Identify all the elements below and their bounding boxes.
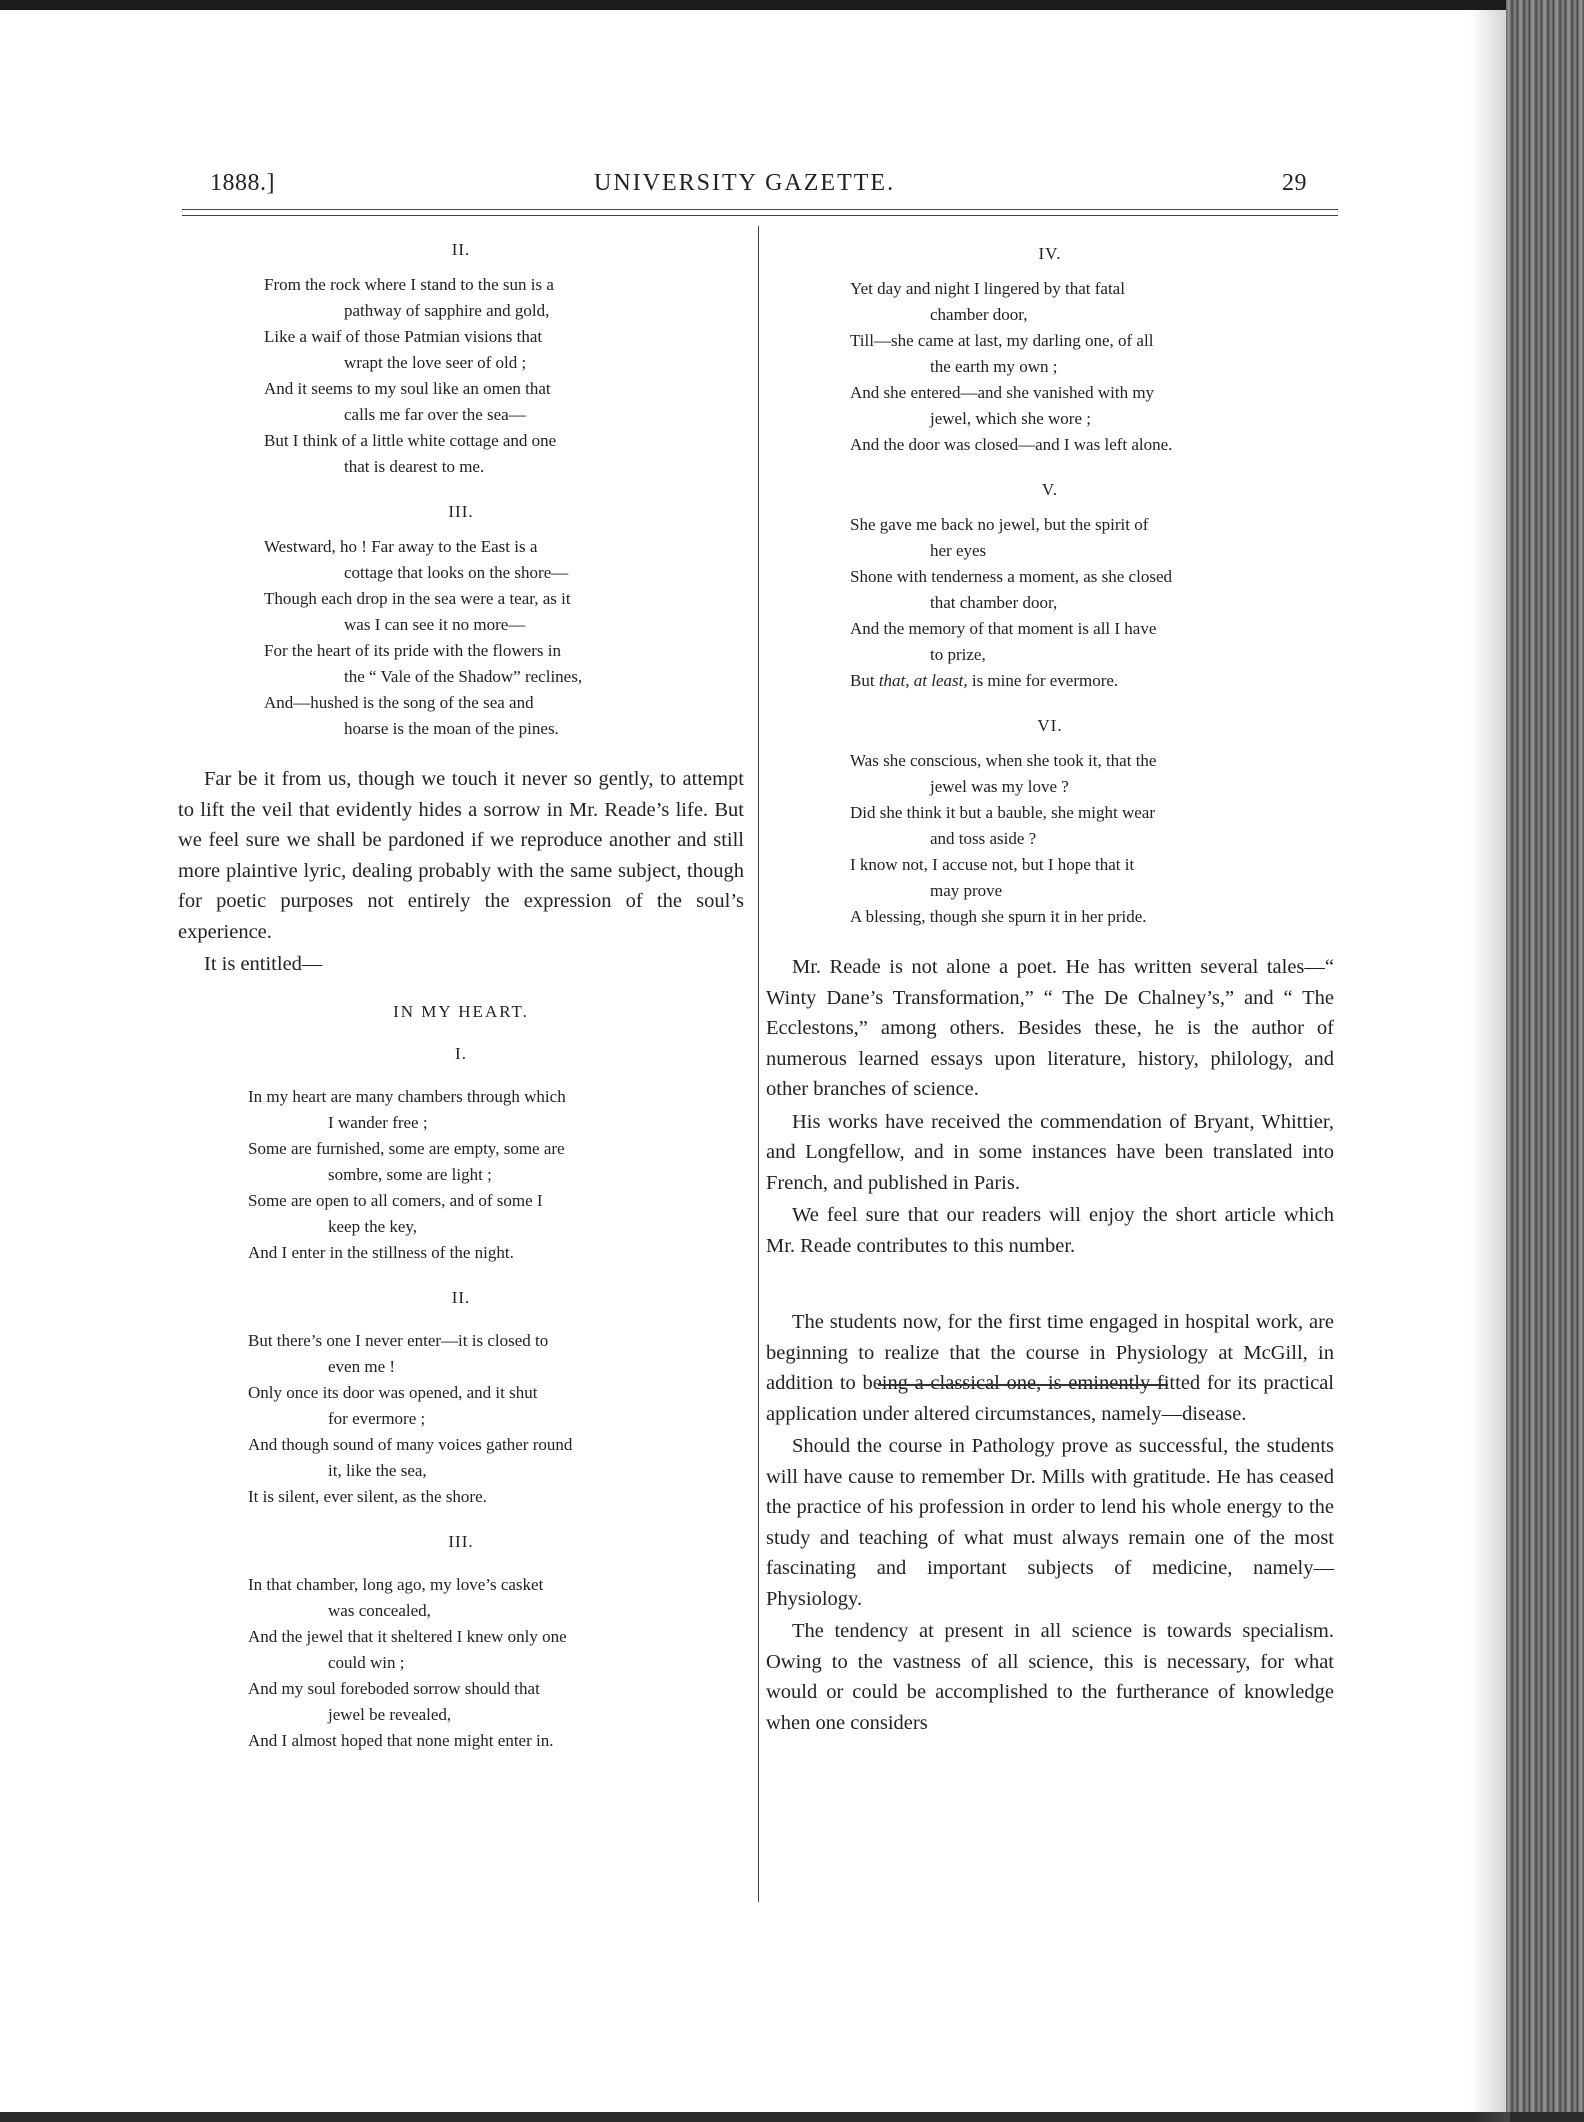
poem-line: Yet day and night I lingered by that fatal xyxy=(850,279,1125,298)
poem-line: Was she conscious, when she took it, that the xyxy=(850,751,1157,770)
poem-line: And I almost hoped that none might enter in. xyxy=(248,1730,554,1750)
stanza-number: I. xyxy=(455,1043,467,1063)
body-paragraph: It is entitled— xyxy=(204,953,323,975)
poem-line-continued: pathway of sapphire and gold, xyxy=(344,301,550,320)
poem-line: Till—she came at last, my darling one, of all xyxy=(850,331,1154,350)
poem-line-continued: jewel, which she wore ; xyxy=(930,409,1091,428)
poem-line: For the heart of its pride with the flowers in xyxy=(264,641,561,660)
poem-line-continued: the “ Vale of the Shadow” reclines, xyxy=(344,667,583,686)
left-column xyxy=(178,240,744,1776)
header-year: 1888.] xyxy=(210,170,275,196)
book-spine-edge xyxy=(1506,0,1584,2112)
poem-line-continued: it, like the sea, xyxy=(328,1460,427,1480)
poem-line: And the jewel that it sheltered I knew only one xyxy=(248,1626,567,1646)
section-gap xyxy=(766,1261,1334,1307)
stanza xyxy=(766,480,1334,694)
poem-line: And it seems to my soul like an omen that xyxy=(264,379,551,398)
stanza-number: IV. xyxy=(1038,244,1062,263)
line-text: But xyxy=(850,671,879,690)
section-separator xyxy=(878,1384,1168,1386)
stanza xyxy=(178,502,744,742)
poem-line-last xyxy=(850,668,1334,694)
poem-line-continued: chamber door, xyxy=(930,305,1028,324)
body-paragraph: We feel sure that our readers will enjoy the short article which Mr. Reade contributes to this number. xyxy=(766,1204,1334,1257)
poem-line-continued: jewel be revealed, xyxy=(328,1704,452,1724)
stanza xyxy=(178,1288,744,1510)
poem-line: And the memory of that moment is all I have xyxy=(850,619,1157,638)
poem-line: Like a waif of those Patmian visions that xyxy=(264,327,543,346)
column-divider xyxy=(758,226,759,1902)
poem-line: It is silent, ever silent, as the shore. xyxy=(248,1486,487,1506)
poem-line-continued: her eyes xyxy=(930,541,987,560)
poem-line: And the door was closed—and I was left alone. xyxy=(850,435,1173,454)
body-paragraph: The tendency at present in all science is towards specialism. Owing to the vastness of all science, this is necessary, for what would or could be accomplished to the furtherance of knowledge when one considers xyxy=(766,1620,1334,1734)
poem-line: Only once its door was opened, and it shut xyxy=(248,1382,538,1402)
stanza-number: II. xyxy=(451,240,471,259)
poem-line-continued: jewel was my love ? xyxy=(930,777,1069,796)
poem-line: A blessing, though she spurn it in her pride. xyxy=(850,907,1147,926)
italic-phrase: that, at least, xyxy=(878,671,968,690)
poem-line-continued: the earth my own ; xyxy=(930,357,1058,376)
stanza-number: III. xyxy=(448,502,474,521)
poem-line: Some are open to all comers, and of some I xyxy=(248,1190,543,1210)
poem-line-continued: could win ; xyxy=(328,1652,405,1672)
poem-line: She gave me back no jewel, but the spirit of xyxy=(850,515,1149,534)
stanza-number: V. xyxy=(1041,480,1059,499)
header-rule-thin xyxy=(182,215,1338,216)
poem-line-continued: I wander free ; xyxy=(328,1112,428,1132)
poem-line-continued: for evermore ; xyxy=(328,1408,426,1428)
poem-line: From the rock where I stand to the sun is a xyxy=(264,275,554,294)
poem-line-continued: calls me far over the sea— xyxy=(344,405,526,424)
body-paragraph: His works have received the commendation of Bryant, Whittier, and Longfellow, and in some instances have been translated into French, and published in Paris. xyxy=(766,1110,1334,1194)
header-page-number: 29 xyxy=(1282,170,1307,196)
poem-line: Though each drop in the sea were a tear, as it xyxy=(264,589,571,608)
poem-line-continued: to prize, xyxy=(930,645,986,664)
poem-line-continued: that is dearest to me. xyxy=(344,457,485,476)
right-column xyxy=(766,244,1334,1738)
stanza-number: III. xyxy=(448,1531,474,1551)
poem-line: And though sound of many voices gather round xyxy=(248,1434,573,1454)
page-gutter-shadow xyxy=(1470,10,1510,2122)
stanza xyxy=(178,1532,744,1754)
poem-line-continued: even me ! xyxy=(328,1356,396,1376)
poem-line: And I enter in the stillness of the night. xyxy=(248,1242,514,1262)
poem-line-continued: and toss aside ? xyxy=(930,829,1037,848)
stanza xyxy=(766,244,1334,458)
poem-line: Some are furnished, some are empty, some are xyxy=(248,1138,565,1158)
body-paragraph: The students now, for the first time engaged in hospital work, are beginning to realize that the course in Physiology at McGill, in addition to being a classical one, is eminently fitted for its practical application under altered circumstances, namely—disease. xyxy=(766,1311,1334,1425)
poem-line: And my soul foreboded sorrow should that xyxy=(248,1678,540,1698)
stanza xyxy=(178,240,744,480)
poem-line-continued: hoarse is the moan of the pines. xyxy=(344,719,559,738)
poem-line: Did she think it but a bauble, she might wear xyxy=(850,803,1155,822)
poem-line-continued: sombre, some are light ; xyxy=(328,1164,492,1184)
body-paragraph: Should the course in Pathology prove as successful, the students will have cause to remember Dr. Mills with gratitude. He has ceased the practice of his profession in order to lend his whole energy to the study and teaching of what must always remain one of the most fascinating and important subjects of medicine, namely—Physiology. xyxy=(766,1435,1334,1610)
stanza xyxy=(178,1044,744,1266)
poem-line: In that chamber, long ago, my love’s casket xyxy=(248,1574,544,1594)
poem-line-continued: cottage that looks on the shore— xyxy=(344,563,569,582)
poem-line-continued: was I can see it no more— xyxy=(344,615,526,634)
poem-line: But I think of a little white cottage and one xyxy=(264,431,557,450)
stanza-number: II. xyxy=(451,1287,471,1307)
body-paragraph: Mr. Reade is not alone a poet. He has written several tales—“ Winty Dane’s Transformation,” “ The De Chalney’s,” and “ The Ecclestons,” among others. Besides these, he is the author of numerous learned essays upon literature, history, philology, and other branches of science. xyxy=(766,956,1334,1100)
header-rule xyxy=(182,209,1338,210)
poem-line-continued: may prove xyxy=(930,881,1003,900)
poem-line-continued: was concealed, xyxy=(328,1600,431,1620)
body-paragraph: Far be it from us, though we touch it never so gently, to attempt to lift the veil that evidently hides a sorrow in Mr. Reade’s life. But we feel sure we shall be pardoned if we reproduce another and still more plaintive lyric, dealing probably with the same subject, though for poetic purposes not entirely the expression of the soul’s experience. xyxy=(178,768,744,943)
poem-line-continued: wrapt the love seer of old ; xyxy=(344,353,527,372)
header-title: UNIVERSITY GAZETTE. xyxy=(594,170,896,196)
poem-line: Shone with tenderness a moment, as she closed xyxy=(850,567,1172,586)
poem-title: IN MY HEART. xyxy=(393,1001,529,1021)
poem-line: And she entered—and she vanished with my xyxy=(850,383,1155,402)
poem-line: But there’s one I never enter—it is closed to xyxy=(248,1330,549,1350)
poem-line: In my heart are many chambers through which xyxy=(248,1086,566,1106)
stanza-number: VI. xyxy=(1037,716,1063,735)
poem-line: And—hushed is the song of the sea and xyxy=(264,693,534,712)
stanza xyxy=(766,716,1334,930)
poem-line: I know not, I accuse not, but I hope that it xyxy=(850,855,1135,874)
line-text: is mine for evermore. xyxy=(967,671,1119,690)
poem-line-continued: that chamber door, xyxy=(930,593,1058,612)
poem-line: Westward, ho ! Far away to the East is a xyxy=(264,537,538,556)
page-sheet xyxy=(0,10,1508,2112)
poem-line-continued: keep the key, xyxy=(328,1216,418,1236)
